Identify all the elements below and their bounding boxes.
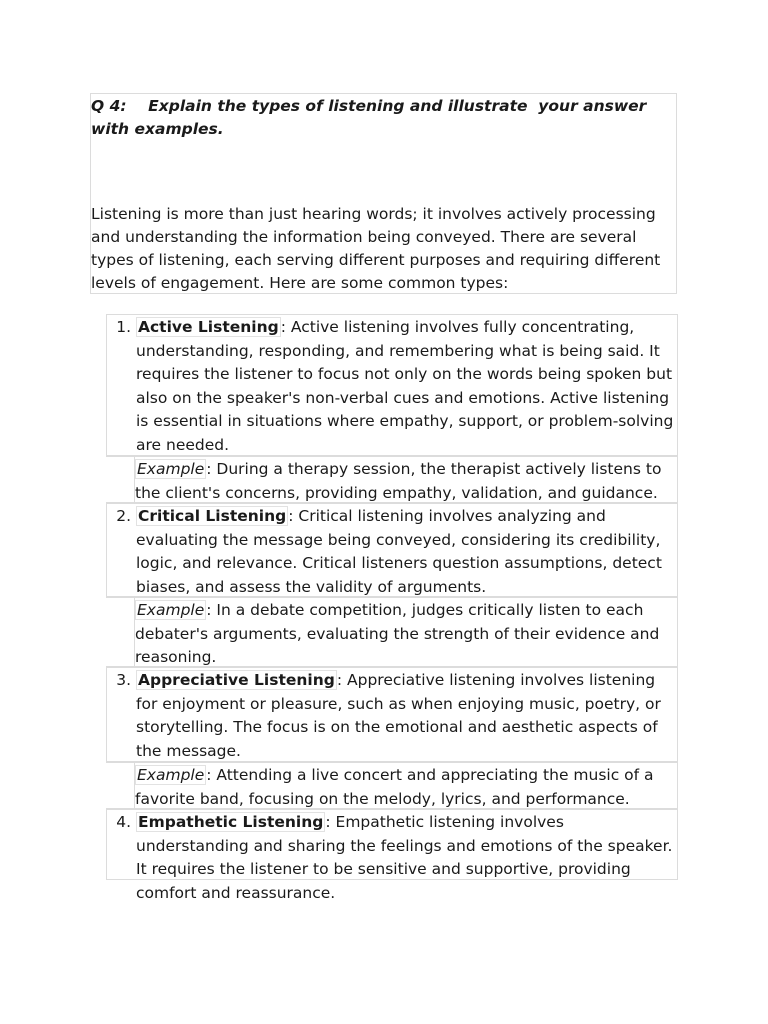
example-description: : In a debate competition, judges critically listen to each debater's arguments, evaluating the strength of their evidence and reasoning.	[135, 601, 660, 666]
example-text	[135, 764, 675, 811]
term-label: Appreciative Listening	[138, 671, 335, 689]
question-block	[90, 93, 677, 294]
example-text	[135, 599, 675, 670]
term-description: : Active listening involves fully concentrating, understanding, responding, and remembering what is being said. It requires the listener to focus not only on the words being spoken but also on the speaker's non-verbal cues and emotions. Active listening is essential in situations where empathy, support, or problem-solving are needed.	[136, 318, 674, 454]
example-description: : During a therapy session, the therapist actively listens to the client's concerns, providing empathy, validation, and guidance.	[135, 460, 662, 502]
list-item-text	[136, 316, 676, 457]
example-label: Example	[137, 766, 205, 784]
term-description: : Empathetic listening involves understanding and sharing the feelings and emotions of the speaker. It requires the listener to be sensitive and supportive, providing comfort and reassurance.	[136, 813, 673, 902]
example-row	[106, 597, 678, 667]
example-text	[135, 458, 675, 505]
example-label: Example	[137, 601, 205, 619]
list-item-text	[136, 669, 676, 763]
term-description: : Appreciative listening involves listening for enjoyment or pleasure, such as when enjoying music, poetry, or storytelling. The focus is on the emotional and aesthetic aspects of the message.	[136, 671, 661, 760]
term-label: Empathetic Listening	[138, 813, 324, 831]
list-item	[106, 667, 678, 762]
list-item-text	[136, 505, 676, 599]
list-item	[106, 314, 678, 456]
example-row	[106, 456, 678, 503]
list-number: 1.	[116, 318, 131, 336]
question-title: Q 4: Explain the types of listening and illustrate your answer with examples.	[91, 97, 652, 138]
intro-paragraph: Listening is more than just hearing words; it involves actively processing and understanding the information being conveyed. There are several types of listening, each serving different purposes and requiring different levels of engagement. Here are some common types:	[91, 205, 661, 292]
example-description: : Attending a live concert and appreciating the music of a favorite band, focusing on the melody, lyrics, and performance.	[135, 766, 654, 808]
list-number: 4.	[116, 813, 131, 831]
example-row	[106, 762, 678, 809]
term-label: Active Listening	[138, 318, 279, 336]
list-item	[106, 503, 678, 597]
example-label: Example	[137, 460, 205, 478]
list-item-text	[136, 811, 676, 905]
term-label: Critical Listening	[138, 507, 287, 525]
list-number: 3.	[116, 671, 131, 689]
list-item	[106, 809, 678, 902]
list-number: 2.	[116, 507, 131, 525]
term-description: : Critical listening involves analyzing and evaluating the message being conveyed, considering its credibility, logic, and relevance. Critical listeners question assumptions, detect biases, and assess the validity of arguments.	[136, 507, 662, 596]
